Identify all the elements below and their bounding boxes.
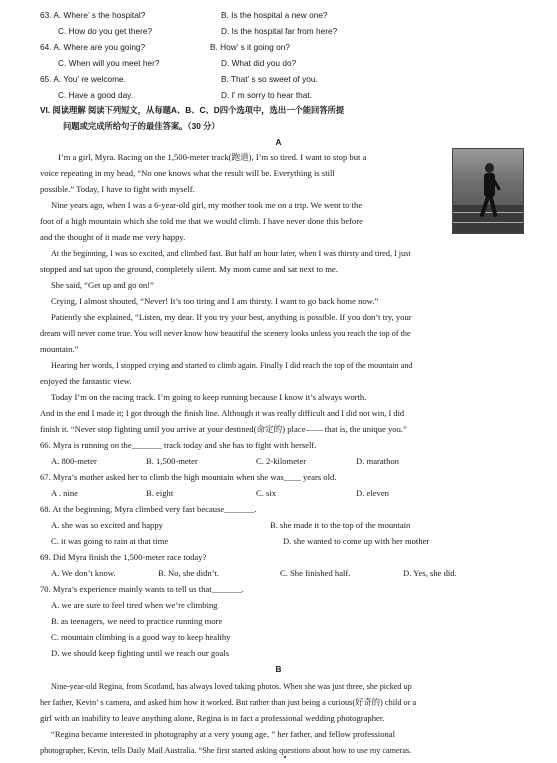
passage-b-line: her father, Kevin’ s camera, and asked him how it worked. But rather than just being a curious(好奇的) child or a [40,698,417,707]
passage-b-label: B [275,664,282,674]
q63-option-d: D. Is the hospital far from here? [221,26,338,36]
q69-option-d: D. Yes, she did. [403,568,457,578]
passage-a-line: mountain.” [40,344,79,354]
runner-photo [452,148,524,234]
passage-a-line: and the thought of it made me very happy. [40,232,186,242]
passage-a-line: Hearing her words, I stopped crying and started to climb again. Finally I did reach the top of the mountain and [51,361,413,370]
q67-option-d: D. eleven [356,488,389,498]
passage-a-line: enjoyed the fantastic view. [40,376,132,386]
q64-option-d: D. What did you do? [221,58,297,68]
q67-option-c: C. six [256,488,277,498]
q64-option-b: B. How’ s it going on? [210,42,290,52]
passage-a-line: Nine years ago, when I was a 6-year-old girl, my mother took me on a trip. We went to the [51,200,363,210]
q66-option-c: C. 2-kilometer [256,456,307,466]
passage-a-line: finish it. “Never stop fighting until you arrive at your destined(命定的) place—— that is, the unique you.” [40,424,407,434]
q68-stem: 68. At the beginning, Myra climbed very fast because_______. [40,504,257,514]
q70-option-c: C. mountain climbing is a good way to keep healthy [51,632,231,642]
q70-option-a: A. we are sure to feel tired when we’re climbing [51,600,218,610]
q70-option-b: B. as teenagers, we need to practice running more [51,616,223,626]
passage-b-line: “Regina became interested in photography at a very young age, ” her father, and fellow professional [51,729,395,739]
q66-stem: 66. Myra is running on the_______ track today and she has to fight with herself. [40,440,317,450]
q70-stem: 70. Myra’s experience mainly wants to tell us that_______. [40,584,244,594]
q65-option-b: B. That’ s so sweet of you. [221,74,318,84]
passage-a-line: She said, “Get up and go on!” [51,280,154,290]
passage-b-line: photographer, Kevin, tells Daily Mail Australia. “She first started asking questions about how to use my cameras. [40,746,412,755]
q65-option-a: 65. A. You’ re welcome. [40,74,126,84]
passage-a-line: Today I’m on the racing track. I’m going to keep running because I know it’s always worth. [51,392,367,402]
passage-a-line: And in the end I made it; I got through the finish line. Although it was really difficult and I did not win, I did [40,409,405,418]
passage-a-line: I’m a girl, Myra. Racing on the 1,500-meter track(跑道), I’m so tired. I want to stop but a [58,152,367,162]
q64-option-a: 64. A. Where are you going? [40,42,146,52]
q69-stem: 69. Did Myra finish the 1,500-meter race today? [40,552,207,562]
q64-option-c: C. When will you meet her? [58,58,160,68]
q69-option-a: A. We don’t know. [51,568,116,578]
q67-option-b: B. eight [146,488,174,498]
passage-b-line: girl with an inability to leave anything alone, Regina is in fact a professional wedding photographer. [40,713,385,723]
q66-option-b: B. 1,500-meter [146,456,198,466]
q68-option-d: D. she wanted to come up with her mother [283,536,430,546]
q68-option-a: A. she was so excited and happy [51,520,163,530]
passage-a-line: Crying, I almost shouted, “Never! It’s too tiring and I am thirsty. I want to go back home now.” [51,296,379,306]
q67-stem: 67. Myra’s mother asked her to climb the high mountain when she was____ years old. [40,472,337,482]
passage-a-line: dream will never come true. You will never know how beautiful the scenery looks unless you reach the top of the [40,329,411,338]
q63-option-a: 63. A. Where’ s the hospital? [40,10,146,20]
passage-b-line: Nine-year-old Regina, from Scotland, has always loved taking photos. When she was just three, she picked up [51,682,412,691]
q70-option-d: D. we should keep fighting until we reach our goals [51,648,230,658]
section-heading: VI. 阅读理解 阅读下列短文，从每题A、B、C、D四个选项中，选出一个能回答所提 [40,105,345,115]
q67-option-a: A . nine [51,488,78,498]
q69-option-c: C. She finished half. [280,568,351,578]
passage-a-line: stopped and sat upon the ground, completely silent. My mom came and sat next to me. [40,264,338,274]
page-dot [284,756,286,758]
q68-option-b: B. she made it to the top of the mountain [270,520,411,530]
q63-option-b: B. Is the hospital a new one? [221,10,328,20]
passage-a-line: At the beginning, I was so excited, and climbed fast. But half an hour later, when I was thirsty and tired, I just [51,249,411,258]
passage-a-line: voice repeating in my head, “No one knows what the result will be. Everything is still [40,168,335,178]
passage-a-label: A [275,137,282,147]
q68-option-c: C. it was going to rain at that time [51,536,169,546]
q65-option-d: D. I’ m sorry to hear that. [221,90,312,100]
q65-option-c: C. Have a good day. [58,90,134,100]
section-heading-line2: 问题或完成所给句子的最佳答案。（30 分） [63,121,220,131]
q66-option-d: D. marathon [356,456,399,466]
q63-option-c: C. How do you get there? [58,26,153,36]
passage-a-line: possible.” Today, I have to fight with myself. [40,184,195,194]
q69-option-b: B. No, she didn’t. [158,568,219,578]
passage-a-line: Patiently she explained, “Listen, my dear. If you try your best, anything is possible. If you don’t try, your [51,312,412,322]
passage-a-line: foot of a high mountain which she told me that we would climb. I have never done this before [40,216,363,226]
q66-option-a: A. 800-meter [51,456,97,466]
